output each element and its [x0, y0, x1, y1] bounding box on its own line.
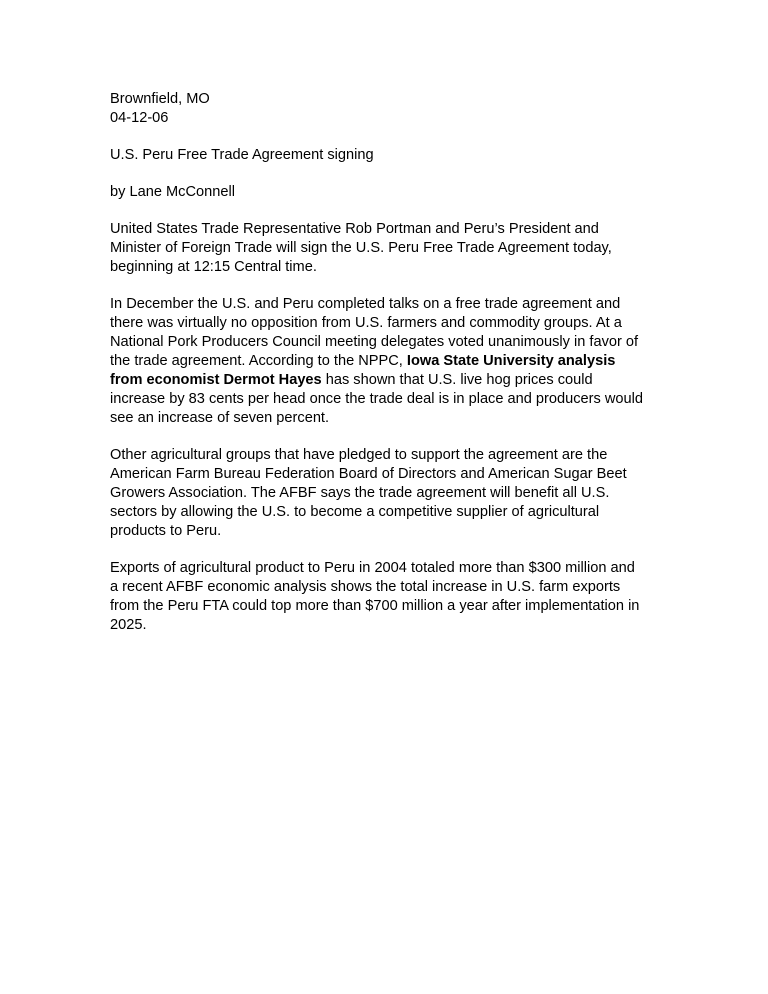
paragraph-2-text-start: In December the U.S. and Peru completed talks on a free trade agreement and there was virtually no opposition from U.S. farmers and commodity groups. At a National Pork Producers Council meeting delegates voted unanimously in favor of the trade agreement. According to the NPPC, [110, 296, 639, 369]
date: 04-12-06 [110, 110, 169, 126]
location: Brownfield, MO [110, 91, 210, 107]
paragraph-4: Exports of agricultural product to Peru in 2004 totaled more than $300 million and a recent AFBF economic analysis shows the total increase in U.S. farm exports from the Peru FTA could top more than $700 million a year after implementation in 2025. [110, 560, 640, 633]
paragraph-2-bold-text: Iowa State University analysis from economist Dermot Hayes [110, 353, 616, 388]
dateline [110, 90, 645, 128]
headline: U.S. Peru Free Trade Agreement signing [110, 147, 374, 163]
paragraph-2-text-end: has shown that U.S. live hog prices could increase by 83 cents per head once the trade deal is in place and producers would see an increase of seven percent. [110, 372, 644, 426]
byline: by Lane McConnell [110, 184, 235, 200]
paragraph-2 [110, 295, 645, 428]
document-page [110, 90, 645, 653]
paragraph-1: United States Trade Representative Rob Portman and Peru’s President and Minister of Foreign Trade will sign the U.S. Peru Free Trade Agreement today, beginning at 12:15 Central time. [110, 221, 612, 275]
paragraph-3: Other agricultural groups that have pledged to support the agreement are the American Farm Bureau Federation Board of Directors and American Sugar Beet Growers Association. The AFBF says the trade agreement will benefit all U.S. sectors by allowing the U.S. to become a competitive supplier of agricultural products to Peru. [110, 447, 627, 539]
